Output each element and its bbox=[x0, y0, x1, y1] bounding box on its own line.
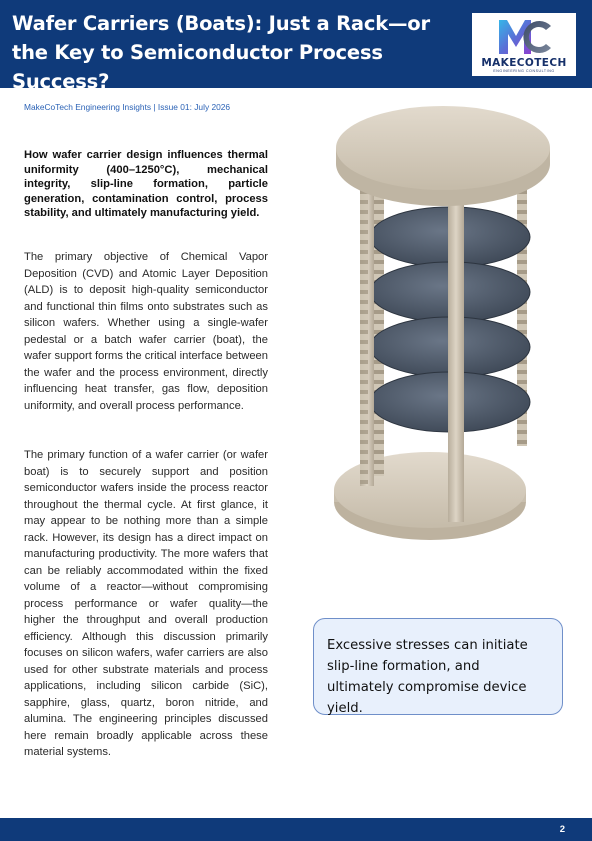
page-number: 2 bbox=[559, 824, 565, 835]
footer-bar bbox=[0, 818, 592, 841]
page-title: Wafer Carriers (Boats): Just a Rack—or the Key to Semiconductor Process Success? bbox=[12, 12, 430, 93]
company-logo bbox=[472, 13, 576, 76]
logo-wordmark: MAKECOTECH bbox=[481, 57, 567, 69]
header-banner bbox=[0, 0, 592, 93]
wafer-boat-illustration bbox=[330, 104, 562, 604]
body-paragraph: The primary function of a wafer carrier (or wafer boat) is to securely support and position semiconductor wafers inside the process reactor throughout the thermal cycle. At first glance, it may appear to be nothing more than a simple rack. However, its design has a direct impact on manufacturing productivity. The more wafers that can be reliably accommodated within the fixed volume of a reactor—without compromising process performance or wafer quality—the higher the throughput and overall production efficiency. Although this discussion primarily focuses on silicon wafers, wafer carriers are also used for other substrate materials and process applications, including silicon carbide (SiC), sapphire, glass, quartz, boron nitride, and alumina. The engineering principles discussed here remain broadly applicable across these material systems. bbox=[24, 449, 268, 758]
logo-tagline: ENGINEERING CONSULTING bbox=[493, 69, 555, 73]
body-paragraph: The primary objective of Chemical Vapor Deposition (CVD) and Atomic Layer Deposition (ALD) is to deposit high-quality semiconductor and functional thin films onto substrates such as silicon wafers. Whether using a single-wafer pedestal or a batch wafer carrier (boat), the wafer support forms the critical interface between the wafer and the process environment, directly influencing heat transfer, gas flow, deposition uniformity, and overall process performance. bbox=[24, 251, 268, 412]
lead-summary: How wafer carrier design influences thermal uniformity (400–1250°C), mechanical integrity, slip-line formation, particle generation, contamination control, process stability, and ultimately manufacturing yield. bbox=[24, 149, 268, 220]
callout-box bbox=[313, 618, 563, 715]
callout-text: Excessive stresses can initiate slip-line formation, and ultimately compromise device yield. bbox=[327, 638, 528, 716]
issue-line: MakeCoTech Engineering Insights | Issue 01: July 2026 bbox=[24, 102, 231, 112]
mc-monogram-icon bbox=[497, 16, 553, 56]
